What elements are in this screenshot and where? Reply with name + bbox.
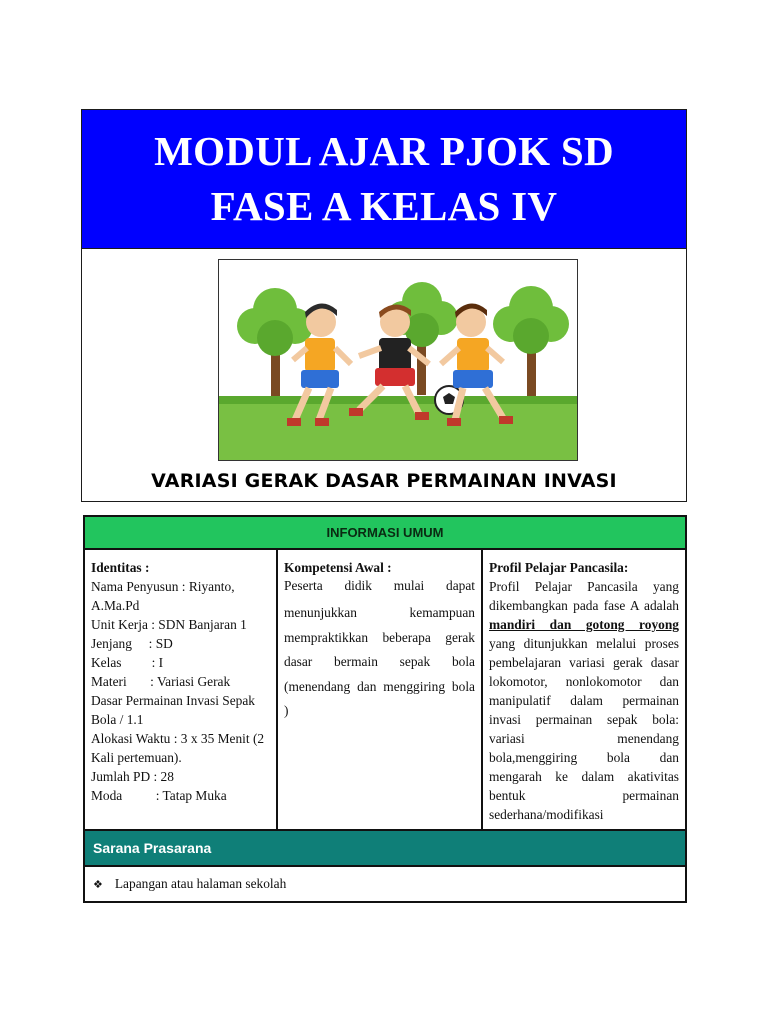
profil-line: invasi permainan sepak bola:	[489, 712, 679, 727]
profil-line: lokomotor, nonlokomotor dan	[489, 674, 679, 689]
cover-title-line-2: FASE A KELAS IV	[210, 183, 558, 229]
identitas-line: Bola / 1.1	[91, 712, 144, 727]
identitas-line: Kali pertemuan).	[91, 750, 182, 765]
profil-line: manipulatif dalam permainan	[489, 693, 679, 708]
profil-line: Profil Pelajar Pancasila yang	[489, 579, 679, 594]
profil-line: pembelajaran variasi gerak dasar	[489, 655, 679, 670]
sarana-prasarana-item	[85, 867, 685, 901]
cover-block	[81, 109, 687, 502]
profil-pelajar-cell	[483, 550, 685, 829]
identitas-cell	[85, 550, 278, 829]
kompetensi-line: Peserta didik mulai dapat	[284, 578, 475, 593]
kompetensi-awal-cell	[278, 550, 483, 829]
kompetensi-heading: Kompetensi Awal :	[284, 560, 392, 575]
identitas-line: Unit Kerja : SDN Banjaran 1	[91, 617, 247, 632]
identitas-line: Materi : Variasi Gerak	[91, 674, 231, 689]
identitas-heading: Identitas :	[91, 560, 150, 575]
cover-subtitle: VARIASI GERAK DASAR PERMAINAN INVASI	[151, 470, 617, 492]
profil-line: bola,menggiring bola dan	[489, 750, 679, 765]
profil-line: sederhana/modifikasi	[489, 807, 604, 822]
identitas-line: Dasar Permainan Invasi Sepak	[91, 693, 255, 708]
informasi-umum-header: INFORMASI UMUM	[85, 517, 685, 550]
profil-line: bentuk permainan	[489, 788, 679, 803]
kompetensi-line: mempraktikkan beberapa gerak	[284, 629, 475, 645]
profil-heading: Profil Pelajar Pancasila:	[489, 560, 629, 575]
profil-line: yang ditunjukkan melalui proses	[489, 636, 679, 651]
identitas-line: Jenjang : SD	[91, 636, 173, 651]
identitas-line: Nama Penyusun : Riyanto,	[91, 579, 235, 594]
identitas-line: Kelas : I	[91, 655, 164, 670]
identitas-line: Jumlah PD : 28	[91, 769, 174, 784]
sarana-prasarana-header: Sarana Prasarana	[85, 831, 685, 867]
info-columns	[85, 550, 685, 831]
kompetensi-line: dasar bermain sepak bola	[284, 654, 475, 669]
profil-line: dikembangkan pada fase A adalah	[489, 598, 679, 613]
identitas-line: Alokasi Waktu : 3 x 35 Menit (2	[91, 731, 265, 746]
profil-line: variasi menendang	[489, 731, 679, 746]
kompetensi-line: (menendang dan menggiring bola	[284, 678, 475, 694]
profil-line: mengarah ke dalam akativitas	[489, 769, 679, 784]
sarana-item-text: Lapangan atau halaman sekolah	[114, 876, 287, 891]
identitas-line: A.Ma.Pd	[91, 598, 140, 613]
cover-header	[82, 110, 686, 249]
profil-emphasis: mandiri dan gotong royong	[489, 617, 679, 632]
diamond-bullet-icon: ❖	[93, 877, 103, 891]
cover-title-line-1: MODUL AJAR PJOK SD	[154, 128, 614, 174]
kompetensi-line: )	[284, 703, 289, 718]
identitas-line: Moda : Tatap Muka	[91, 788, 227, 803]
informasi-umum-table	[83, 515, 687, 903]
kompetensi-line: menunjukkan kemampuan	[284, 605, 475, 620]
football-illustration	[218, 259, 578, 461]
